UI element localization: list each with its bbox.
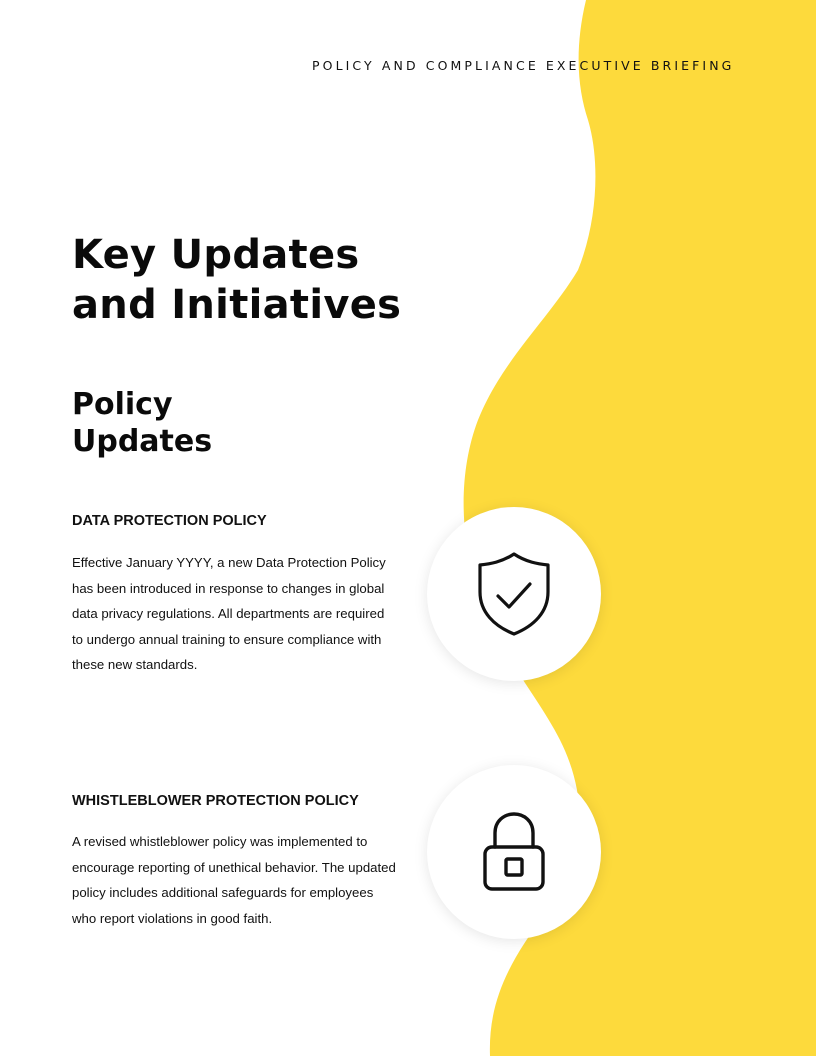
- page-title-line-2: and Initiatives: [72, 282, 402, 328]
- data-protection-body: Effective January YYYY, a new Data Protection Policy has been introduced in response to changes in global data privacy regulations. All departments are required to undergo annual training to ensure compliance with these new standards.: [72, 555, 386, 673]
- section-title-line-2: Updates: [72, 424, 213, 459]
- page-title: [72, 230, 452, 330]
- whistleblower-body: A revised whistleblower policy was implemented to encourage reporting of unethical behavior. The updated policy includes additional safeguards for employees who report violations in good faith.: [72, 834, 396, 926]
- section-title: [72, 386, 372, 460]
- section-title-line-1: Policy: [72, 387, 173, 422]
- lock-icon-circle: [427, 765, 601, 939]
- data-protection-heading: DATA PROTECTION POLICY: [72, 513, 267, 529]
- page-title-line-1: Key Updates: [72, 232, 360, 278]
- header-title: POLICY AND COMPLIANCE EXECUTIVE BRIEFING: [312, 58, 735, 73]
- shield-icon-circle: [427, 507, 601, 681]
- shield-check-icon: [476, 550, 552, 638]
- whistleblower-heading: WHISTLEBLOWER PROTECTION POLICY: [72, 793, 359, 809]
- lock-icon: [482, 811, 546, 893]
